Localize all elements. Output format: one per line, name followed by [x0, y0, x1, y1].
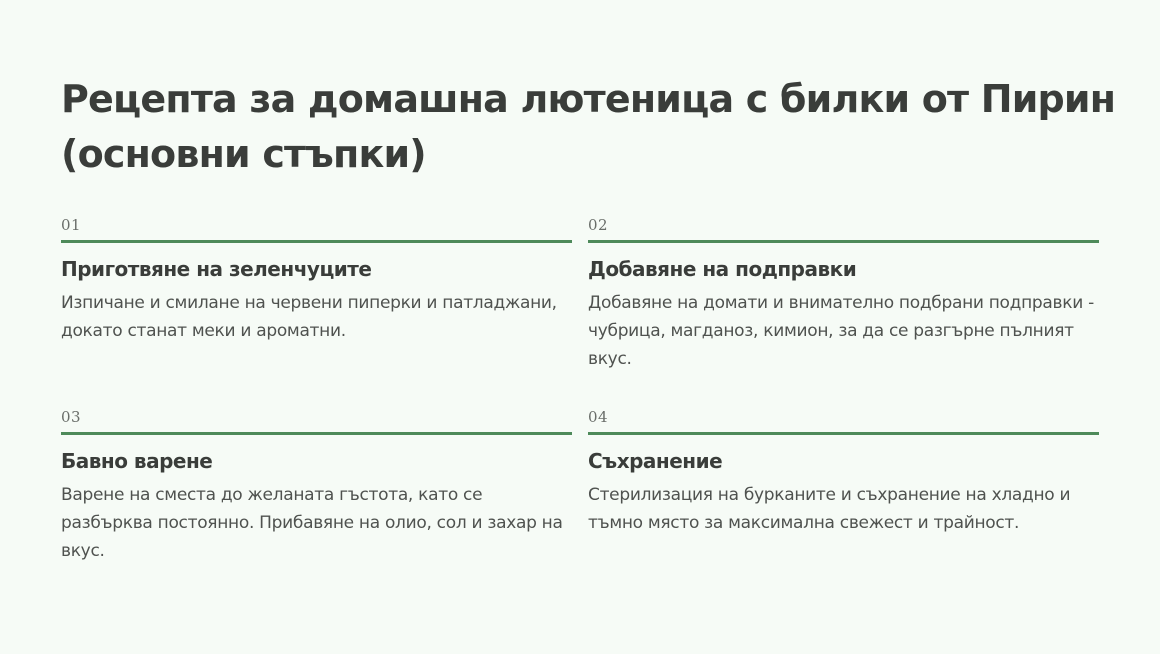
step-description: Изпичане и смилане на червени пиперки и патладжани, докато станат меки и ароматни. — [61, 293, 557, 341]
step-number: 04 — [588, 408, 609, 426]
step-heading: Бавно варене — [61, 449, 213, 473]
page-title: Рецепта за домашна лютеница с билки от Пирин (основни стъпки) — [61, 77, 1116, 176]
step-description: Варене на сместа до желаната гъстота, като се разбърква постоянно. Прибавяне на олио, сол и захар на вкус. — [61, 485, 563, 561]
step-heading: Добавяне на подправки — [588, 257, 857, 281]
step-card-1 — [61, 214, 572, 345]
step-divider — [61, 240, 572, 243]
step-card-4 — [588, 406, 1099, 537]
step-heading: Приготвяне на зеленчуците — [61, 257, 372, 281]
step-divider — [61, 432, 572, 435]
step-card-3 — [61, 406, 572, 565]
step-number: 02 — [588, 216, 609, 234]
step-card-2 — [588, 214, 1099, 373]
step-number: 01 — [61, 216, 82, 234]
step-number: 03 — [61, 408, 82, 426]
step-description: Стерилизация на бурканите и съхранение на хладно и тъмно място за максимална свежест и трайност. — [588, 485, 1071, 533]
step-divider — [588, 432, 1099, 435]
step-divider — [588, 240, 1099, 243]
step-heading: Съхранение — [588, 449, 723, 473]
step-description: Добавяне на домати и внимателно подбрани подправки - чубрица, магданоз, кимион, за да се разгърне пълният вкус. — [588, 293, 1094, 369]
